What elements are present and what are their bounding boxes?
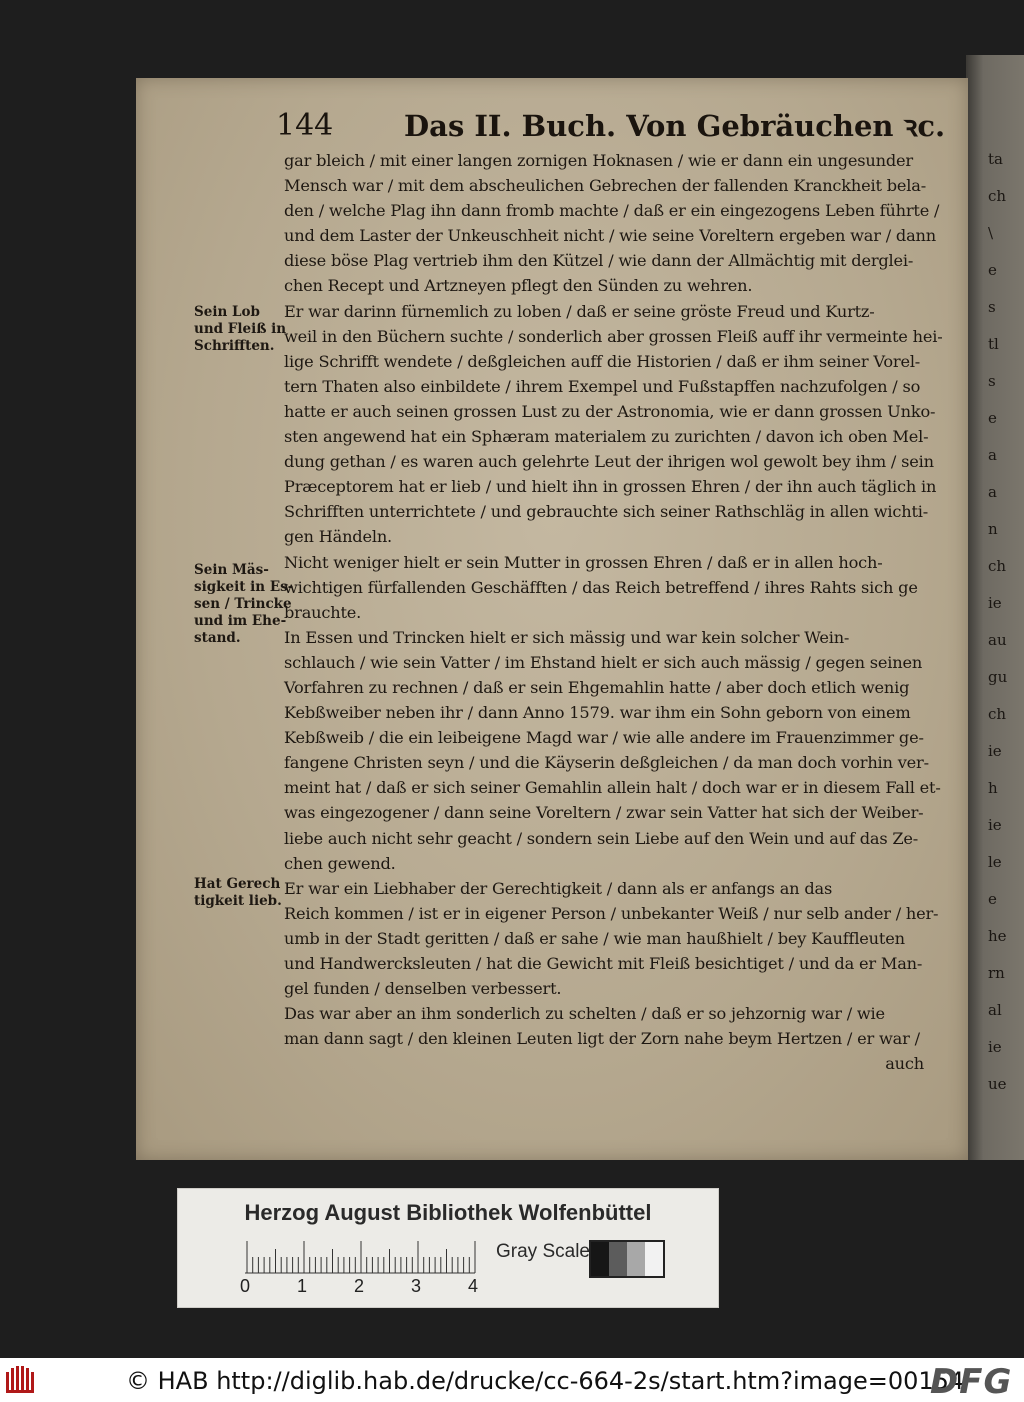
text-line: Vorfahren zu rechnen / daß er sein Ehgemahlin hatte / aber doch etlich wenig xyxy=(284,677,910,697)
next-page-fragment: ue xyxy=(988,1075,1007,1093)
next-page-fragment: a xyxy=(988,483,997,501)
next-page-fragment: s xyxy=(988,372,996,390)
text-line: umb in der Stadt geritten / daß er sahe / wie man haußhielt / bey Kauffleuten xyxy=(284,928,905,948)
text-line: Kebßweib / die ein leibeigene Magd war / wie alle andere im Frauenzimmer ge- xyxy=(284,728,924,748)
next-page-fragment: tl xyxy=(988,335,999,353)
text-line: Nicht weniger hielt er sein Mutter in grossen Ehren / daß er in allen hoch- xyxy=(284,552,883,572)
margin-note-line: tigkeit lieb. xyxy=(194,893,282,909)
scale-number: 1 xyxy=(297,1276,308,1296)
gray-swatch-cell xyxy=(609,1242,627,1276)
running-title: Das II. Buch. Von Gebräuchen ꝛc. xyxy=(404,109,946,143)
margin-note-line: Sein Lob xyxy=(194,304,260,320)
text-line: den / welche Plag ihn dann fromb machte / daß er ein eingezogens Leben führte / xyxy=(284,201,940,221)
next-page-fragment: s xyxy=(988,298,996,316)
margin-note-line: und Fleiß in xyxy=(194,321,287,337)
gray-scale-label: Gray Scale xyxy=(496,1241,590,1262)
dfg-logo: DFG xyxy=(930,1362,1013,1402)
text-line: weil in den Büchern suchte / sonderlich aber grossen Fleiß auff ihr vermeinte hei- xyxy=(284,326,943,346)
next-page-fragment: a xyxy=(988,446,997,464)
next-page-fragment: al xyxy=(988,1001,1002,1019)
text-line: In Essen und Trincken hielt er sich mässig und war kein solcher Wein- xyxy=(284,627,850,647)
margin-note-3 xyxy=(194,876,294,910)
next-page-fragment: he xyxy=(988,927,1007,945)
text-line: Schrifften unterrichtete / und gebrauchte sich seiner Rathschläg in allen wichti- xyxy=(284,502,929,522)
text-line: fangene Christen seyn / und die Käyserin deßgleichen / da man doch vorhin ver- xyxy=(284,753,929,773)
text-line: Reich kommen / ist er in eigener Person / unbekanter Weiß / nur selb ander / her- xyxy=(284,903,939,923)
scale-number: 2 xyxy=(354,1276,365,1296)
text-line: gel funden / denselben verbessert. xyxy=(284,979,562,999)
margin-note-2 xyxy=(194,562,294,647)
margin-note-line: stand. xyxy=(194,630,241,646)
book-page xyxy=(136,78,968,1160)
margin-note-line: Hat Gerech xyxy=(194,876,281,892)
next-page-fragment: h xyxy=(988,779,998,797)
next-page-fragment: ch xyxy=(988,187,1007,205)
next-page-fragment: ie xyxy=(988,816,1002,834)
gray-swatch-cell xyxy=(645,1242,663,1276)
margin-note-line: sen / Trincke xyxy=(194,596,292,612)
gray-swatch-cell xyxy=(591,1242,609,1276)
next-page-fragment: e xyxy=(988,409,997,427)
text-line: schlauch / wie sein Vatter / im Ehstand hielt er sich auch mässig / gegen seinen xyxy=(284,652,923,672)
text-line: Mensch war / mit dem abscheulichen Gebrechen der fallenden Kranckheit bela- xyxy=(284,176,926,196)
text-line: und Handwercksleuten / hat die Gewicht mit Fleiß besichtiget / und da er Man- xyxy=(284,954,923,973)
next-page-fragment: ta xyxy=(988,150,1003,168)
copyright-link[interactable]: © HAB http://diglib.hab.de/drucke/cc-664-2s/start.htm?image=00154 xyxy=(126,1367,965,1395)
text-line: chen Recept und Artzneyen pflegt den Sünden zu wehren. xyxy=(284,276,753,296)
scale-number: 4 xyxy=(468,1276,479,1296)
next-page-fragment: ie xyxy=(988,1038,1002,1056)
next-page-fragment: gu xyxy=(988,668,1008,686)
text-line: Er war ein Liebhaber der Gerechtigkeit / dann als er anfangs an das xyxy=(284,878,833,898)
hab-logo-icon xyxy=(6,1366,40,1394)
margin-note-line: Sein Mäs- xyxy=(194,562,269,578)
next-page-fragment: ie xyxy=(988,594,1002,612)
page-header xyxy=(276,106,946,146)
footer-bar xyxy=(0,1358,1024,1402)
gray-swatch-cell xyxy=(627,1242,645,1276)
next-page-fragment: ch xyxy=(988,557,1007,575)
text-line: brauchte. xyxy=(284,602,362,622)
text-line: liebe auch nicht sehr geacht / sondern sein Liebe auf den Wein und auf das Ze- xyxy=(284,828,919,848)
text-line: lige Schrifft wendete / deßgleichen auff die Historien / daß er ihm seiner Vorel- xyxy=(284,351,921,371)
margin-note-line: sigkeit in Es- xyxy=(194,579,294,595)
margin-note-line: Schrifften. xyxy=(194,338,275,354)
body-text xyxy=(284,148,944,1076)
next-page-fragment: e xyxy=(988,890,997,908)
text-line: Kebßweiber neben ihr / dann Anno 1579. war ihm ein Sohn geborn von einem xyxy=(284,703,911,723)
text-line: man dann sagt / den kleinen Leuten ligt der Zorn nahe beym Hertzen / er war / xyxy=(284,1029,920,1049)
next-page-fragment: ch xyxy=(988,705,1007,723)
gray-scale-swatch xyxy=(589,1240,665,1278)
margin-note-line: und im Ehe- xyxy=(194,613,287,629)
scale-number: 3 xyxy=(411,1276,422,1296)
text-line: auch xyxy=(885,1054,924,1074)
scale-number: 0 xyxy=(240,1276,251,1296)
text-line: gar bleich / mit einer langen zornigen Hoknasen / wie er dann ein ungesunder xyxy=(284,151,913,170)
next-page-fragment: le xyxy=(988,853,1002,871)
page-number: 144 xyxy=(276,108,334,143)
text-line: gen Händeln. xyxy=(284,527,392,547)
text-line: dung gethan / es waren auch gelehrte Leut der ihrigen wol gewolt bey ihm / sein xyxy=(284,452,934,472)
library-name: Herzog August Bibliothek Wolfenbüttel xyxy=(244,1200,652,1225)
text-line: tern Thaten also einbildete / ihrem Exempel und Fußstapffen nachzufolgen / so xyxy=(284,376,921,396)
next-page-fragment: e xyxy=(988,261,997,279)
margin-note-1 xyxy=(194,304,294,355)
next-page-edge xyxy=(966,55,1024,1160)
text-line: was eingezogener / dann seine Voreltern / zwar sein Vatter hat sich der Weiber- xyxy=(284,803,924,823)
text-line: meint hat / daß er sich seiner Gemahlin allein halt / doch war er in diesem Fall et- xyxy=(284,778,941,798)
text-line: hatte er auch seinen grossen Lust zu der Astronomia, wie er dann grossen Unko- xyxy=(284,401,936,421)
next-page-fragment: au xyxy=(988,631,1007,649)
next-page-fragment: ie xyxy=(988,742,1002,760)
next-page-fragment: rn xyxy=(988,964,1005,982)
text-line: wichtigen fürfallenden Geschäfften / das Reich betreffend / ihres Rahts sich ge xyxy=(284,577,918,597)
library-label-card xyxy=(177,1188,719,1308)
text-line: Præceptorem hat er lieb / und hielt ihn in grossen Ehren / der ihn auch täglich in xyxy=(284,477,937,497)
text-line: chen gewend. xyxy=(284,853,396,873)
text-line: Er war darinn fürnemlich zu loben / daß er seine gröste Freud und Kurtz- xyxy=(284,301,875,321)
text-line: sten angewend hat ein Sphæram materialem zu zurichten / davon ich oben Mel- xyxy=(284,427,929,447)
text-line: und dem Laster der Unkeuschheit nicht / wie seine Voreltern ergeben war / dann xyxy=(284,226,936,246)
text-line: Das war aber an ihm sonderlich zu schelten / daß er so jehzornig war / wie xyxy=(284,1004,885,1024)
next-page-fragment: n xyxy=(988,520,998,538)
text-line: diese böse Plag vertrieb ihm den Kützel / wie dann der Allmächtig mit derglei- xyxy=(284,251,914,271)
next-page-fragment: \ xyxy=(988,224,994,242)
ruler-scale xyxy=(245,1240,481,1274)
